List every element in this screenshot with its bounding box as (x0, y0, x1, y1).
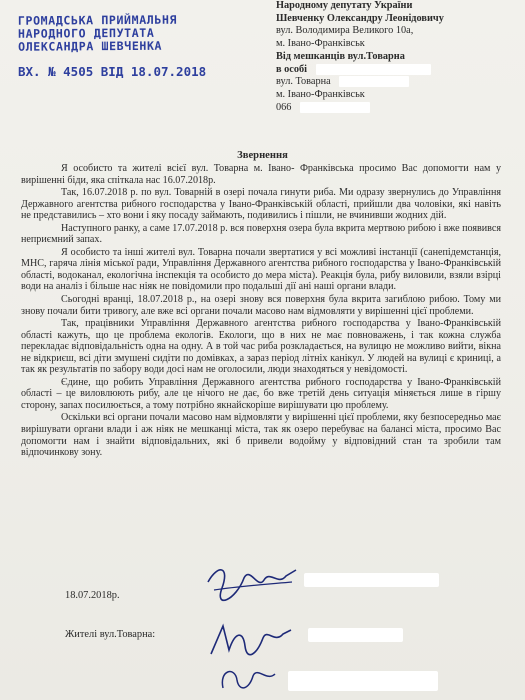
paragraph-2: Так, 16.07.2018 р. по вул. Товарній в озері почала гинути риба. Ми одразу звернулись до Управління Державного агентства рибного господарства у Івано-Франківській області, прийшли два чоловіки, які навіть не представились – хто вони і яку посаду займають, подивились і пішли, не вчинивши жодних дій. (21, 187, 501, 222)
registration-number: ВХ. № 4505 ВІД 18.07.2018 (18, 64, 207, 79)
sender-city: м. Івано-Франківськ (276, 88, 365, 100)
redacted-phone (300, 102, 370, 113)
paragraph-3: Наступного ранку, а саме 17.07.2018 р. вся поверхня озера була вкрита мертвою рибою і вже появився неприємний запах. (21, 222, 501, 246)
sender-phone: 066 (276, 101, 292, 113)
letter-body (21, 163, 501, 460)
signature-2 (205, 620, 295, 662)
redacted-signatory-2 (308, 628, 403, 642)
sender-street-row (276, 76, 516, 89)
paragraph-8: Оскільки всі органи почали масово нам відмовляти у вирішенні цієї проблеми, яку безпосередньо має вирішувати органи влади і аж ніяк не мешканці міста, так як озеро перебуває на балансі міста, просимо Вас допомогти нам і знайти відповідальних, які б привели водойму у відповідний стан та зробили там відпочинкову зону. (21, 412, 501, 459)
stamp-line-2: НАРОДНОГО ДЕПУТАТА (17, 25, 155, 41)
sender-person-row (276, 64, 516, 77)
letter-date: 18.07.2018р. (65, 590, 120, 601)
residents-label: Жителі вул.Товарна: (65, 629, 156, 640)
reception-stamp (18, 13, 233, 54)
addressee-line-2: Шевченку Олександру Леонідовичу (276, 12, 444, 24)
sender-line: Від мешканців вул.Товарна (276, 50, 405, 62)
addressee-block (276, 0, 516, 114)
sender-person-label: в особі (276, 63, 308, 75)
paragraph-5: Сьогодні вранці, 18.07.2018 р., на озері знову вся поверхня була вкрита загиблою рибою. Тому ми знову почали бити тривогу, але вже всі органи почали масово нам відмовляти у вирішенні цієї проблеми. (21, 294, 501, 317)
redacted-house-number (339, 76, 409, 87)
document-title: Звернення (237, 150, 288, 161)
paragraph-6: Так, працівники Управління Державного агентства рибного господарства у Івано-Франківській області кажуть, що це проблема екологів. Екологи, що в них не має повноважень, і так кожна служба перекладає відповідальність одна на одну. А в той час риба розкладається, на вулицю не можливо вийти, вікна не відкриєш, всі діти змушені сидіти по домівках, а зараз період літніх канікул. У людей на вулиці є криниці, а так як результатів по забору води досі нам не оголосили, люди знаходяться у невідомості. (21, 318, 501, 376)
stamp-line-1: ГРОМАДСЬКА ПРИЙМАЛЬНЯ (17, 12, 178, 28)
addressee-line-1: Народному депутату України (276, 0, 413, 11)
signature-1 (200, 560, 300, 610)
paragraph-1: Я особисто та жителі всієї вул. Товарна м. Івано- Франківська просимо Вас допомогти нам у вирішенні біди, яка спіткала нас 16.07.2018р. (21, 163, 501, 186)
redacted-signatory-3 (288, 671, 438, 691)
sender-street: вул. Товарна (276, 76, 331, 88)
addressee-line-4: м. Івано-Франківськ (276, 38, 365, 50)
signature-3 (215, 660, 285, 698)
redacted-name (316, 64, 431, 75)
stamp-line-3: ОЛЕКСАНДРА ШЕВЧЕНКА (18, 38, 163, 54)
addressee-line-3: вул. Володимира Великого 10а, (276, 25, 414, 37)
paragraph-4: Я особисто та інші жителі вул. Товарна почали звертатися у всі можливі інстанції (санепідемстанція, МНС, гаряча лінія міської ради, Управління Державного агентства рибного господарства у Івано-Франківській області, водоканал, екологічна інспекція та особисто до мера міста). Реакція була, рибу виловили, взяли взірці води на аналіз і більше нас ніяк не повідомили про подальші дії ані наші органи влади. (21, 246, 501, 293)
sender-phone-row (276, 102, 516, 115)
redacted-signatory-1 (304, 573, 439, 587)
paragraph-7: Єдине, що робить Управління Державного агентства рибного господарства у Івано-Франківській області – це виловлюють рибу, але це нічого не дає, бо вже третій день ситуація міняється лише в гіршу сторону, запах посилюється, а тому потрібно якнайскоріше вирішувати цю проблему. (21, 376, 501, 411)
